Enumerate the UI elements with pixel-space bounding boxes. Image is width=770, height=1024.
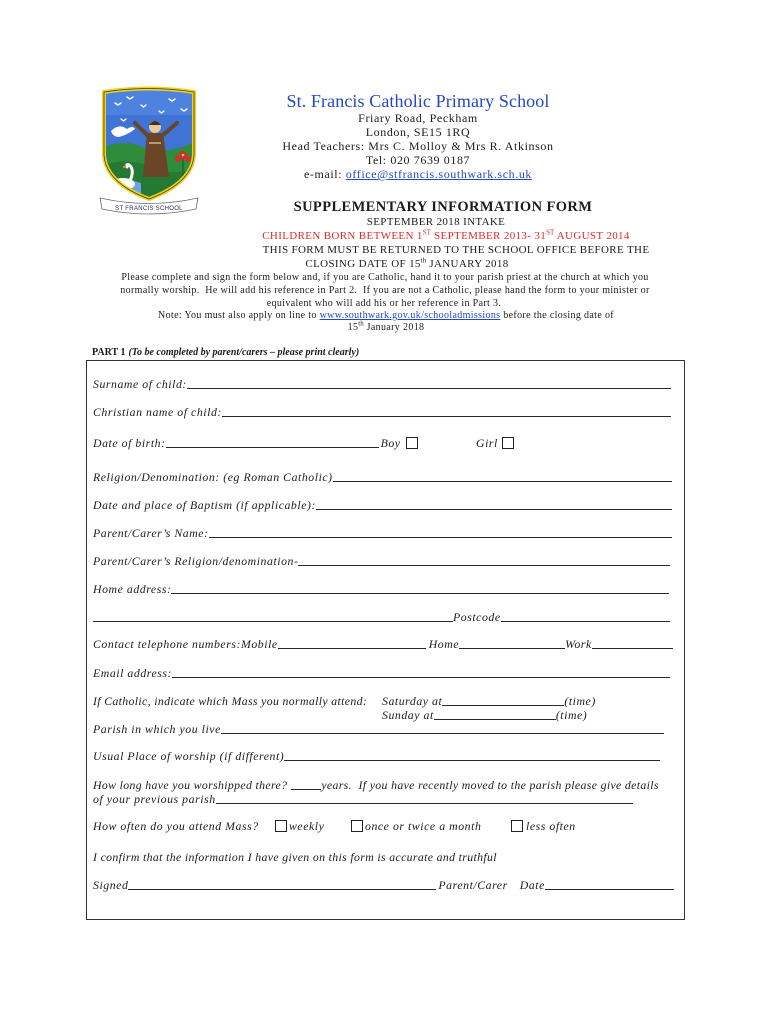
sunday-row — [382, 708, 587, 723]
weekly-checkbox[interactable] — [275, 820, 287, 832]
years-field[interactable] — [291, 789, 321, 790]
weekly-option — [275, 819, 324, 834]
monthly-label: once or twice a month — [365, 819, 482, 833]
mass-label: If Catholic, indicate which Mass you normally attend: — [93, 694, 368, 708]
school-crest-logo — [97, 85, 201, 217]
home-address-row — [93, 582, 669, 597]
closing-date-pre: CLOSING DATE OF 15 — [305, 258, 421, 270]
home-phone-field[interactable] — [459, 648, 565, 649]
home-address-field-2[interactable] — [93, 621, 453, 622]
contact-mobile-label: Contact telephone numbers:Mobile — [93, 637, 278, 651]
instructions-line-1: Please complete and sign the form below and, if you are Catholic, hand it to your parish priest at the church at which you — [121, 272, 649, 283]
mass-row — [93, 694, 367, 709]
how-long-row — [93, 778, 659, 793]
carer-name-label: Parent/Carer’s Name: — [93, 526, 209, 540]
home-address-field[interactable] — [171, 593, 669, 594]
mobile-field[interactable] — [278, 648, 426, 649]
girl-checkbox[interactable] — [502, 437, 514, 449]
boy-label: Boy — [380, 436, 401, 450]
signature-field[interactable] — [128, 889, 436, 890]
less-often-checkbox[interactable] — [511, 820, 523, 832]
previous-parish-row — [93, 792, 633, 807]
crest-graphic — [97, 85, 201, 217]
sunday-time-label: (time) — [555, 708, 588, 722]
online-apply-note — [158, 310, 614, 322]
saturday-time-label: (time) — [564, 694, 596, 708]
email-address-field[interactable] — [172, 677, 670, 678]
confirmation-row — [93, 850, 497, 865]
usual-place-label: Usual Place of worship (if different) — [93, 749, 285, 763]
postcode-field[interactable] — [501, 621, 670, 622]
intake-line: SEPTEMBER 2018 INTAKE — [366, 216, 506, 228]
part1-instruction: (To be completed by parent/carers – please print clearly) — [128, 347, 360, 358]
form-title: SUPPLEMENTARY INFORMATION FORM — [293, 199, 593, 215]
carer-name-row — [93, 526, 672, 541]
religion-field[interactable] — [333, 481, 672, 482]
part1-label: PART 1 — [92, 347, 126, 358]
saturday-row — [382, 694, 596, 709]
saturday-time-field[interactable] — [442, 705, 564, 706]
return-notice-line-1: THIS FORM MUST BE RETURNED TO THE SCHOOL OFFICE BEFORE THE — [262, 244, 650, 256]
address-line-1: Friary Road, Peckham — [358, 111, 478, 125]
baptism-label: Date and place of Baptism (if applicable): — [93, 498, 316, 512]
weekly-label: weekly — [289, 819, 325, 833]
address-line-2: London, SE15 1RQ — [365, 125, 471, 139]
contact-row — [93, 637, 673, 652]
home-address-label: Home address: — [93, 582, 172, 596]
christian-name-row — [93, 405, 671, 420]
birth-range-post: AUGUST 2014 — [554, 230, 630, 242]
date-post: January 2018 — [363, 322, 425, 333]
date-field[interactable] — [545, 889, 674, 890]
surname-row — [93, 377, 671, 392]
how-long-label: How long have you worshipped there? — [93, 778, 288, 792]
less-often-label: less often — [526, 819, 576, 833]
work-phone-label: Work — [565, 637, 592, 651]
parish-field[interactable] — [221, 733, 664, 734]
parent-carer-label: Parent/Carer — [438, 878, 508, 892]
email-row — [93, 666, 670, 681]
email-link[interactable]: office@stfrancis.southwark.sch.uk — [345, 167, 533, 181]
parish-label: Parish in which you live — [93, 722, 221, 736]
email-address-label: Email address: — [93, 666, 173, 680]
email-line — [304, 167, 532, 181]
birth-range-sup-2: ST — [546, 228, 555, 237]
monthly-option — [351, 819, 481, 834]
baptism-field[interactable] — [316, 509, 672, 510]
carer-religion-field[interactable] — [298, 565, 670, 566]
usual-place-field[interactable] — [284, 760, 660, 761]
instructions-line-3: equivalent who will add his or her reference in Part 3. — [266, 298, 502, 309]
closing-date-post: JANUARY 2018 — [426, 258, 509, 270]
christian-name-field[interactable] — [222, 416, 671, 417]
religion-row — [93, 470, 672, 485]
surname-label: Surname of child: — [93, 377, 187, 391]
head-teachers: Head Teachers: Mrs C. Molloy & Mrs R. Atkinson — [282, 139, 554, 153]
signature-row — [93, 878, 674, 893]
sunday-label: Sunday at — [382, 708, 434, 722]
online-apply-date — [347, 319, 425, 334]
instructions-line-2: normally worship. He will add his reference in Part 2. If you are not a Catholic, please hand the form to your minister or — [120, 285, 650, 296]
note-pre: Note: You must also apply on line to — [158, 310, 320, 321]
date-label: Date — [519, 878, 545, 892]
dob-row — [93, 436, 418, 451]
address-postcode-row — [93, 610, 670, 625]
baptism-row — [93, 498, 672, 513]
return-notice-line-2 — [305, 257, 508, 271]
school-name: St. Francis Catholic Primary School — [286, 91, 550, 111]
girl-option — [476, 436, 514, 451]
boy-checkbox[interactable] — [406, 437, 418, 449]
usual-place-row — [93, 749, 660, 764]
postcode-label: Postcode — [453, 610, 501, 624]
telephone: Tel: 020 7639 0187 — [365, 153, 471, 167]
birth-range-pre: CHILDREN BORN BETWEEN 1 — [262, 230, 423, 242]
carer-religion-label: Parent/Carer’s Religion/denomination- — [93, 554, 299, 568]
home-phone-label: Home — [428, 637, 460, 651]
birth-range-sup-1: ST — [422, 228, 431, 237]
mass-frequency-label: How often do you attend Mass? — [93, 819, 259, 833]
christian-name-label: Christian name of child: — [93, 405, 222, 419]
previous-parish-label: of your previous parish — [93, 792, 216, 806]
email-label: e-mail: — [303, 167, 346, 181]
mass-frequency-row — [93, 819, 259, 834]
closing-date-sup: th — [420, 256, 427, 265]
carer-religion-row — [93, 554, 670, 569]
admissions-link[interactable]: www.southwark.gov.uk/schooladmissions — [319, 310, 501, 321]
crest-banner-text: ST FRANCIS SCHOOL — [115, 206, 183, 212]
previous-parish-field[interactable] — [216, 803, 633, 804]
religion-label: Religion/Denomination: (eg Roman Catholic) — [93, 470, 333, 484]
dob-field[interactable] — [166, 447, 379, 448]
years-text: years. If you have recently moved to the parish please give details — [321, 778, 659, 792]
carer-name-field[interactable] — [209, 537, 672, 538]
date-pre: 15 — [347, 322, 359, 333]
sunday-time-field[interactable] — [434, 719, 556, 720]
parish-row — [93, 722, 664, 737]
saturday-label: Saturday at — [382, 694, 443, 708]
part1-heading — [92, 347, 359, 359]
surname-field[interactable] — [187, 388, 671, 389]
signed-label: Signed — [93, 878, 129, 892]
date-sup: th — [358, 319, 364, 328]
note-post: before the closing date of — [500, 310, 614, 321]
birth-range-notice — [262, 229, 630, 243]
dob-label: Date of birth: — [93, 436, 166, 450]
once-twice-month-checkbox[interactable] — [351, 820, 363, 832]
work-phone-field[interactable] — [592, 648, 673, 649]
birth-range-mid: SEPTEMBER 2013- 31 — [430, 230, 547, 242]
girl-label: Girl — [476, 436, 498, 450]
confirmation-text: I confirm that the information I have given on this form is accurate and truthful — [93, 850, 497, 864]
less-often-option — [511, 819, 576, 834]
